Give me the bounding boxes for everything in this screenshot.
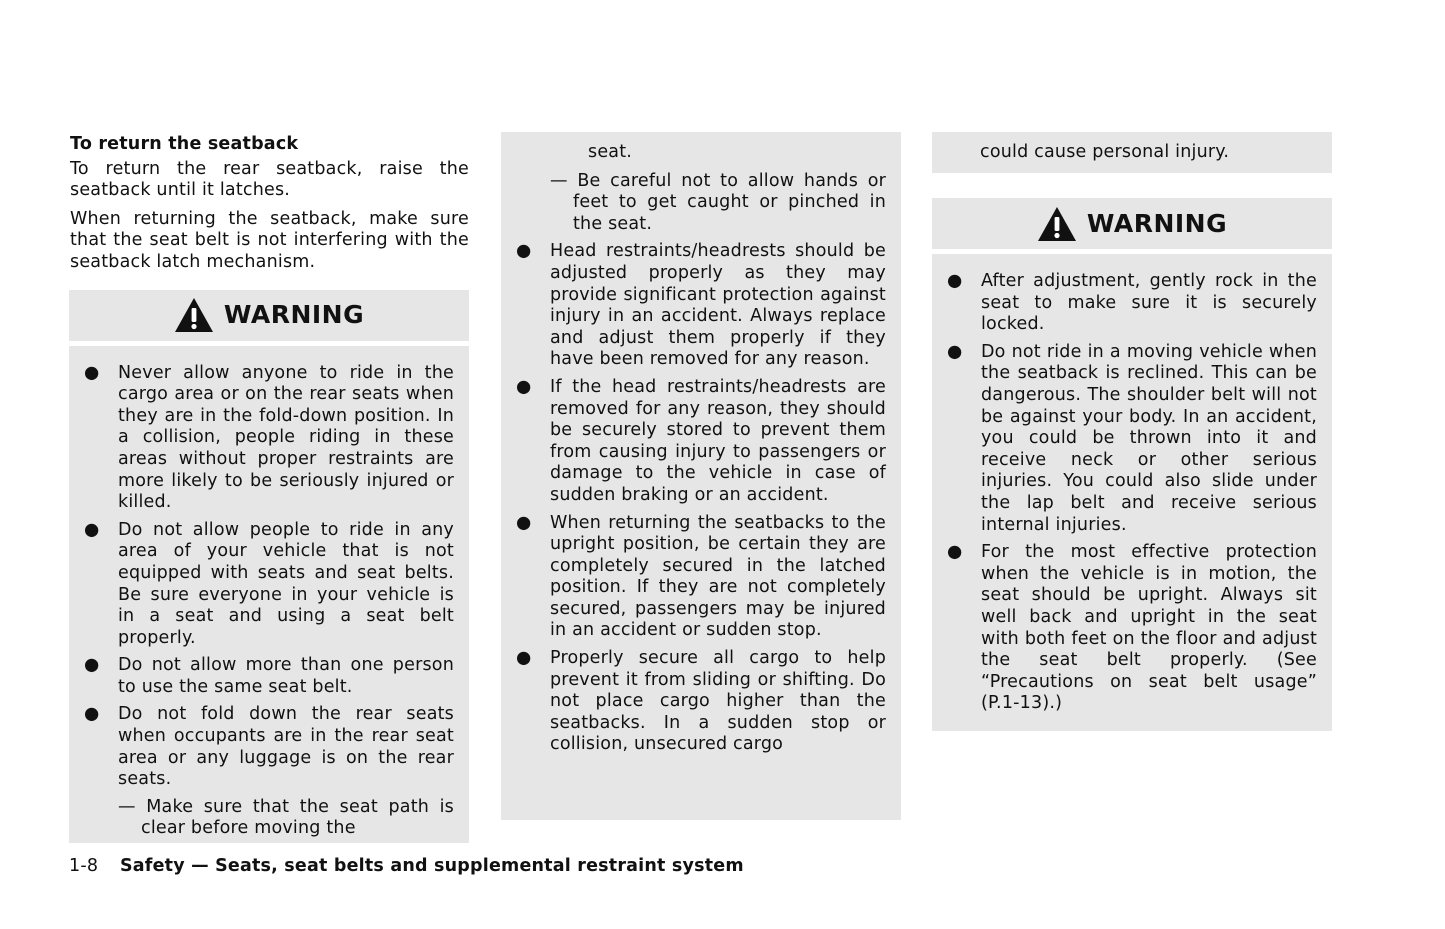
paragraph: When returning the seatback, make sure that the seat belt is not interfering with the seatback latch mechanism. (70, 208, 469, 272)
warning-box-continued (932, 132, 1332, 173)
bullet: ● (947, 271, 963, 291)
warning-list (516, 241, 886, 756)
list-item-text: Properly secure all cargo to help prevent it from sliding or shifting. Do not place cargo higher than the seatbacks. In a sudden stop or collision, unsecured cargo (550, 648, 886, 755)
column-3 (932, 132, 1332, 731)
warning-box-continued (501, 132, 901, 820)
bullet: ● (947, 341, 963, 362)
list-item-text: After adjustment, gently rock in the seat to make sure it is securely locked. (981, 271, 1317, 335)
list-item (516, 377, 886, 507)
bullet: ● (516, 241, 532, 262)
list-item (516, 513, 886, 643)
warning-triangle-icon (1037, 206, 1077, 242)
column-1 (69, 132, 469, 843)
list-item-text: For the most effective protection when the vehicle is in motion, the seat should be upright. Always sit well back and upright in the seat with both feet on the floor and adjust the seat belt properly. (See “Precautions on seat belt usage” (P.1-13).) (981, 542, 1317, 714)
sub-list-item: — Be careful not to allow hands or feet to get caught or pinched in the seat. (550, 170, 886, 234)
paragraph: To return the rear seatback, raise the seatback until it latches. (70, 158, 469, 201)
column-2 (501, 132, 901, 820)
bullet: ● (516, 376, 532, 397)
list-item-text: Do not fold down the rear seats when occupants are in the rear seat area or any luggage is on the rear seats. (118, 704, 454, 790)
list-item (516, 241, 886, 371)
list-item (947, 542, 1317, 715)
warning-header (69, 290, 469, 341)
warning-box (932, 254, 1332, 731)
page-footer (69, 856, 744, 876)
sub-list-item: — Make sure that the seat path is clear before moving the (118, 796, 454, 839)
bullet: ● (516, 512, 532, 533)
warning-title: WARNING (1086, 208, 1228, 238)
continued-text: could cause personal injury. (980, 142, 1230, 162)
warning-header (932, 198, 1332, 249)
bullet: ● (84, 704, 100, 725)
list-item (84, 704, 454, 790)
section-title: Safety — Seats, seat belts and supplemental restraint system (119, 856, 744, 876)
list-item (84, 655, 454, 698)
list-item (516, 648, 886, 756)
section-heading: To return the seatback (70, 134, 299, 154)
bullet: ● (84, 519, 100, 540)
list-item-text: If the head restraints/headrests are removed for any reason, they should be securely stored to prevent them from causing injury to passengers or damage to the vehicle in case of sudden braking or an accident. (550, 376, 886, 505)
list-item (947, 342, 1317, 536)
warning-list (947, 271, 1317, 715)
page-number: 1-8 (69, 856, 99, 876)
continued-text: seat. (588, 142, 633, 162)
bullet: ● (84, 362, 100, 383)
warning-box (69, 346, 469, 843)
list-item (84, 363, 454, 514)
list-item-text: Never allow anyone to ride in the cargo area or on the rear seats when they are in the fold-down position. In a collision, people riding in these areas without proper restraints are more likely to be seriously injured or killed. (118, 362, 454, 513)
list-item-text: Head restraints/headrests should be adjusted properly as they may provide significant protection against injury in an accident. Always replace and adjust them properly if they have been removed for any reason. (550, 241, 886, 370)
list-item (84, 520, 454, 650)
warning-triangle-icon (174, 297, 214, 333)
bullet: ● (84, 655, 100, 676)
list-item-text: Do not allow more than one person to use the same seat belt. (118, 655, 454, 697)
bullet: ● (947, 542, 963, 563)
warning-list (84, 363, 454, 791)
warning-title: WARNING (223, 300, 365, 330)
list-item-text: Do not allow people to ride in any area of your vehicle that is not equipped with seats and seat belts. Be sure everyone in your vehicle is in a seat and using a seat belt properly. (118, 519, 454, 648)
list-item-text: Do not ride in a moving vehicle when the seatback is reclined. This can be dangerous. The shoulder belt will not be against your body. In an accident, you could be thrown into it and receive neck or other serious injuries. You could also slide under the lap belt and receive serious internal injuries. (981, 341, 1317, 535)
bullet: ● (516, 648, 532, 669)
list-item (947, 271, 1317, 336)
list-item-text: When returning the seatbacks to the upright position, be certain they are completely secured in the latched position. If they are not completely secured, passengers may be injured in an accident or sudden stop. (550, 512, 886, 641)
